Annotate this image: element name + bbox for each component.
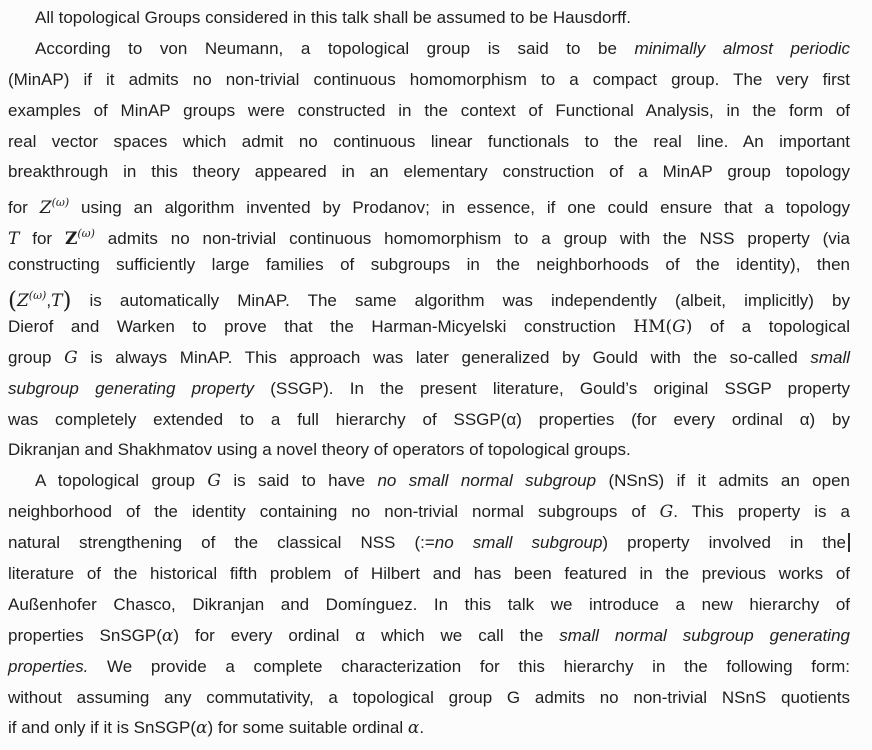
- text-run: ,: [46, 291, 52, 311]
- text-run: T: [51, 291, 63, 312]
- text-run: . This property is a: [673, 502, 850, 522]
- text-run: ) property involved in the: [602, 533, 846, 553]
- text-line-11: [8, 312, 850, 343]
- text-run: literature of the historical fifth problem of Hilbert and has been featured in the previous works of: [8, 564, 850, 584]
- text-run: small normal subgroup generating: [559, 625, 850, 645]
- text-run: natural strengthening of the classical NSS (:=: [8, 533, 435, 553]
- text-run: properties.: [8, 656, 89, 676]
- text-run: breakthrough in this theory appeared in an elementary construction of a MinAP group topology: [8, 162, 850, 182]
- text-run: G: [64, 347, 78, 368]
- text-run: G: [659, 502, 674, 523]
- text-run: Dikranjan and Shakhmatov using a novel theory of operators of topological groups.: [8, 440, 631, 460]
- text-run: .: [419, 718, 425, 738]
- text-run: α: [407, 718, 420, 739]
- text-run: is said to have: [220, 471, 378, 491]
- text-run: ): [685, 316, 693, 337]
- text-run: Z: [16, 291, 29, 312]
- text-line-13: [8, 374, 850, 405]
- text-line-12: [8, 343, 850, 374]
- text-line-8: [8, 219, 850, 250]
- text-line-17: [8, 497, 850, 528]
- text-run: was completely extended to a full hierarchy of SSGP(α) properties (for every ordinal α) by: [8, 409, 850, 429]
- text-run: (: [8, 288, 17, 315]
- text-run: real vector spaces which admit no continuous linear functionals to the real line. An important: [8, 131, 850, 151]
- text-run: ) for every ordinal α which we call the: [173, 625, 560, 645]
- text-run: G: [207, 471, 221, 492]
- text-run: All topological Groups considered in this talk shall be assumed to be Hausdorff.: [35, 8, 631, 27]
- text-run: α: [196, 718, 208, 739]
- text-line-6: [8, 157, 850, 188]
- text-line-22: [8, 652, 850, 683]
- text-run: is always MinAP. This approach was later generalized by Gould with the so-called: [77, 347, 811, 367]
- text-run: group: [8, 347, 65, 367]
- text-run: is automatically MinAP. The same algorithm was independently (albeit, implicitly) by: [71, 291, 850, 311]
- text-run: neighborhood of the identity containing no non-trivial normal subgroups of: [8, 502, 660, 522]
- text-run: of a topological: [692, 316, 850, 336]
- text-run: (ω): [51, 196, 70, 210]
- text-run: Dierof and Warken to prove that the Harman-Micyelski construction: [8, 316, 634, 336]
- text-run: ) for some suitable ordinal: [207, 718, 408, 738]
- text-run: (MinAP) if it admits no non-trivial continuous homomorphism to a compact group. The very first: [8, 69, 850, 89]
- text-run: α: [161, 625, 174, 646]
- text-line-16: [8, 466, 850, 497]
- text-run: admits no non-trivial continuous homomorphism to a group with the NSS property (via: [94, 229, 850, 249]
- text-run: (SSGP). In the present literature, Gould’s original SSGP property: [254, 378, 850, 398]
- text-line-3: [8, 65, 850, 96]
- text-line-1: [8, 3, 850, 34]
- text-run: examples of MinAP groups were constructed in the context of Functional Analysis, in the form of: [8, 100, 850, 120]
- text-line-9: [8, 250, 850, 281]
- text-run: We provide a complete characterization for this hierarchy in the following form:: [88, 656, 850, 676]
- text-run: ): [62, 288, 72, 315]
- text-run: T: [8, 229, 20, 250]
- text-line-19: [8, 559, 850, 590]
- text-line-23: [8, 683, 850, 714]
- text-run: constructing sufficiently large families of subgroups in the neighborhoods of the identity), then: [8, 255, 850, 275]
- text-line-2: [8, 34, 850, 65]
- text-run: no small normal subgroup: [377, 471, 597, 491]
- text-run: According to von Neumann, a topological group is said to be: [35, 38, 635, 58]
- text-run: (ω): [77, 227, 95, 241]
- text-line-7: [8, 188, 850, 219]
- text-run: no small subgroup: [434, 533, 603, 553]
- text-run: HM(: [633, 316, 673, 337]
- text-run: subgroup generating property: [8, 378, 255, 398]
- text-run: Außenhofer Chasco, Dikranjan and Domínguez. In this talk we introduce a new hierarchy of: [8, 594, 850, 614]
- text-run: for: [19, 229, 65, 249]
- text-run: using an algorithm invented by Prodanov; in essence, if one could ensure that a topology: [69, 198, 850, 218]
- text-run: (NSnS) if it admits an open: [596, 471, 850, 491]
- text-run: (ω): [28, 289, 47, 303]
- text-run: Z: [39, 198, 52, 219]
- text-run: Z: [64, 229, 78, 250]
- text-line-20: [8, 590, 850, 621]
- text-run: properties SnSGP(: [8, 625, 162, 645]
- text-line-5: [8, 127, 850, 158]
- text-line-24: [8, 713, 850, 744]
- text-run: if and only if it is SnSGP(: [8, 718, 197, 738]
- text-line-18: [8, 528, 850, 559]
- text-run: A topological group: [35, 471, 208, 491]
- text-line-10: [8, 281, 850, 315]
- text-run: minimally almost periodic: [634, 38, 850, 58]
- text-line-15: [8, 435, 850, 466]
- text-line-4: [8, 96, 850, 127]
- text-cursor: [848, 533, 850, 552]
- text-run: for: [8, 198, 40, 218]
- text-line-14: [8, 405, 850, 436]
- text-line-21: [8, 621, 850, 652]
- text-run: G: [672, 316, 686, 337]
- text-run: without assuming any commutativity, a topological group G admits no non-trivial NSnS quotients: [8, 687, 850, 707]
- text-run: small: [810, 347, 851, 367]
